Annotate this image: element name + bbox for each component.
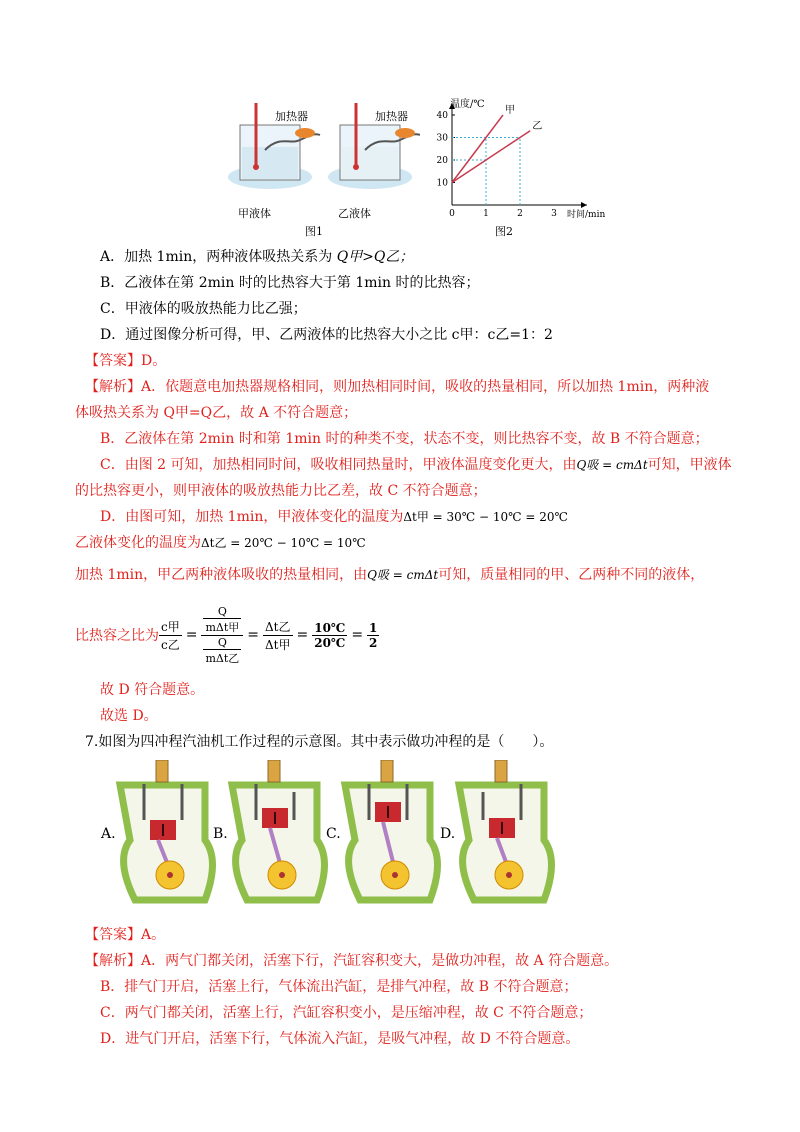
- temperature-chart: [430, 95, 610, 220]
- engine-label-b: B.: [213, 826, 228, 842]
- x-axis-arrow: [581, 202, 587, 208]
- heater-label-1: 加热器: [275, 110, 308, 123]
- crank-pin: [506, 872, 512, 878]
- q6-conclusion: 故选 D。: [100, 708, 158, 724]
- q7-stem: 7.如图为四冲程汽油机工作过程的示意图。其中表示做功冲程的是（ ）。: [85, 734, 554, 750]
- ratio-formula: $\frac{\text{c甲}}{\text{c乙}}$ = $\frac{\frac{Q}{\text{mΔt甲}}}{\frac{Q}{\text{mΔt乙}}}$ = $\frac{\text{Δt乙}}{\text{Δt甲}}$ = $\frac{10℃}{20℃}$ = $\frac{1}{2}$: [161, 604, 378, 665]
- engine-figures: [95, 760, 575, 910]
- crank-pin: [392, 872, 398, 878]
- crank-pin: [167, 872, 173, 878]
- x-axis-label: 时间/min: [567, 210, 606, 220]
- q6-answer: 【答案】D。: [85, 353, 167, 369]
- y-tick-label: 20: [436, 156, 448, 166]
- q6-analysis-d2: 乙液体变化的温度为Δt乙 = 20℃ − 10℃ = 10℃: [75, 535, 366, 551]
- figure-1: [220, 95, 420, 240]
- q6-option-d: D．通过图像分析可得，甲、乙两液体的比热容大小之比 c甲：c乙=1：2: [100, 327, 553, 343]
- q6-analysis-c2: 的比热容更小，则甲液体的吸放热能力比乙差，故 C 不符合题意；: [75, 483, 487, 499]
- q6-analysis-c1: C．由图 2 可知，加热相同时间，吸收相同热量时，甲液体温度变化更大，由Q吸 = cmΔt可知，甲液体: [100, 457, 732, 473]
- figure-1-caption: 图1: [305, 225, 323, 238]
- q6-option-b: B．乙液体在第 2min 时的比热容大于第 1min 时的比热容；: [100, 275, 480, 291]
- series-label-yi: 乙: [532, 120, 543, 132]
- q6-option-a: A．加热 1min，两种液体吸热关系为 Q甲>Q乙；: [100, 249, 414, 265]
- figure-2: [430, 95, 610, 240]
- series-line-jia: [452, 115, 503, 183]
- heater-label-2: 加热器: [375, 110, 408, 123]
- engine-label-a: A.: [101, 826, 116, 842]
- q6-analysis-d1: D．由图可知，加热 1min，甲液体变化的温度为Δt甲 = 30℃ − 10℃ = 20℃: [100, 509, 568, 525]
- engine-label-c: C.: [326, 826, 341, 842]
- x-tick-label: 3: [551, 209, 557, 219]
- figure-2-caption: 图2: [495, 225, 513, 238]
- spark-plug: [156, 760, 168, 782]
- y-axis-label: 温度/℃: [450, 99, 485, 110]
- q7-analysis-c: C．两气门都关闭，活塞上行，汽缸容积变小，是压缩冲程，故 C 不符合题意；: [100, 1005, 593, 1021]
- liquid-a-label: 甲液体: [238, 207, 271, 220]
- x-tick-label: 0: [449, 209, 455, 219]
- q6-analysis-a2: 体吸热关系为 Q甲=Q乙，故 A 不符合题意；: [75, 405, 358, 421]
- spark-plug: [381, 760, 393, 782]
- y-tick-label: 30: [436, 133, 448, 144]
- y-tick-label: 40: [436, 111, 448, 121]
- spark-plug: [268, 760, 280, 782]
- q7-analysis-b: B．排气门开启，活塞上行，气体流出汽缸，是排气冲程，故 B 不符合题意；: [100, 979, 578, 995]
- x-tick-label: 2: [517, 209, 523, 219]
- liquid-b-label: 乙液体: [338, 207, 371, 220]
- q7-analysis-d: D．进气门开启，活塞下行，气体流入汽缸，是吸气冲程，故 D 不符合题意。: [100, 1031, 580, 1047]
- series-line-yi: [452, 131, 530, 183]
- q7-analysis-a: 【解析】A．两气门都关闭，活塞下行，汽缸容积变大，是做功冲程，故 A 符合题意。: [85, 953, 619, 969]
- crank-pin: [279, 872, 285, 878]
- q6-analysis-d5: 故 D 符合题意。: [100, 682, 205, 698]
- q6-option-c: C．甲液体的吸放热能力比乙强；: [100, 301, 307, 317]
- beakers-illustration: [220, 95, 420, 215]
- q6-analysis-d4: 比热容之比为 $\frac{\text{c甲}}{\text{c乙}}$ = $\frac{\frac{Q}{\text{mΔt甲}}}{\frac{Q}{\text{mΔt乙}}}$ = $\frac{\text{Δt乙}}{\text{Δt甲}}$ = $\frac{10℃}{20℃}$ = $\frac{1}{2}$: [75, 604, 378, 665]
- engine-label-d: D.: [440, 826, 456, 842]
- q7-answer: 【答案】A。: [85, 927, 166, 943]
- q6-analysis-d3: 加热 1min，甲乙两种液体吸收的热量相同，由Q吸 = cmΔt可知，质量相同的甲、乙两种不同的液体，: [75, 567, 705, 583]
- y-tick-label: 10: [436, 178, 448, 189]
- q6-analysis-a1: 【解析】A．依题意电加热器规格相同，则加热相同时间，吸收的热量相同，所以加热 1min，两种液: [85, 379, 710, 395]
- series-label-jia: 甲: [505, 105, 515, 116]
- spark-plug: [495, 760, 507, 782]
- q6-analysis-b: B．乙液体在第 2min 时和第 1min 时的种类不变，状态不变，则比热容不变，故 B 不符合题意；: [100, 431, 709, 447]
- x-tick-label: 1: [483, 209, 489, 219]
